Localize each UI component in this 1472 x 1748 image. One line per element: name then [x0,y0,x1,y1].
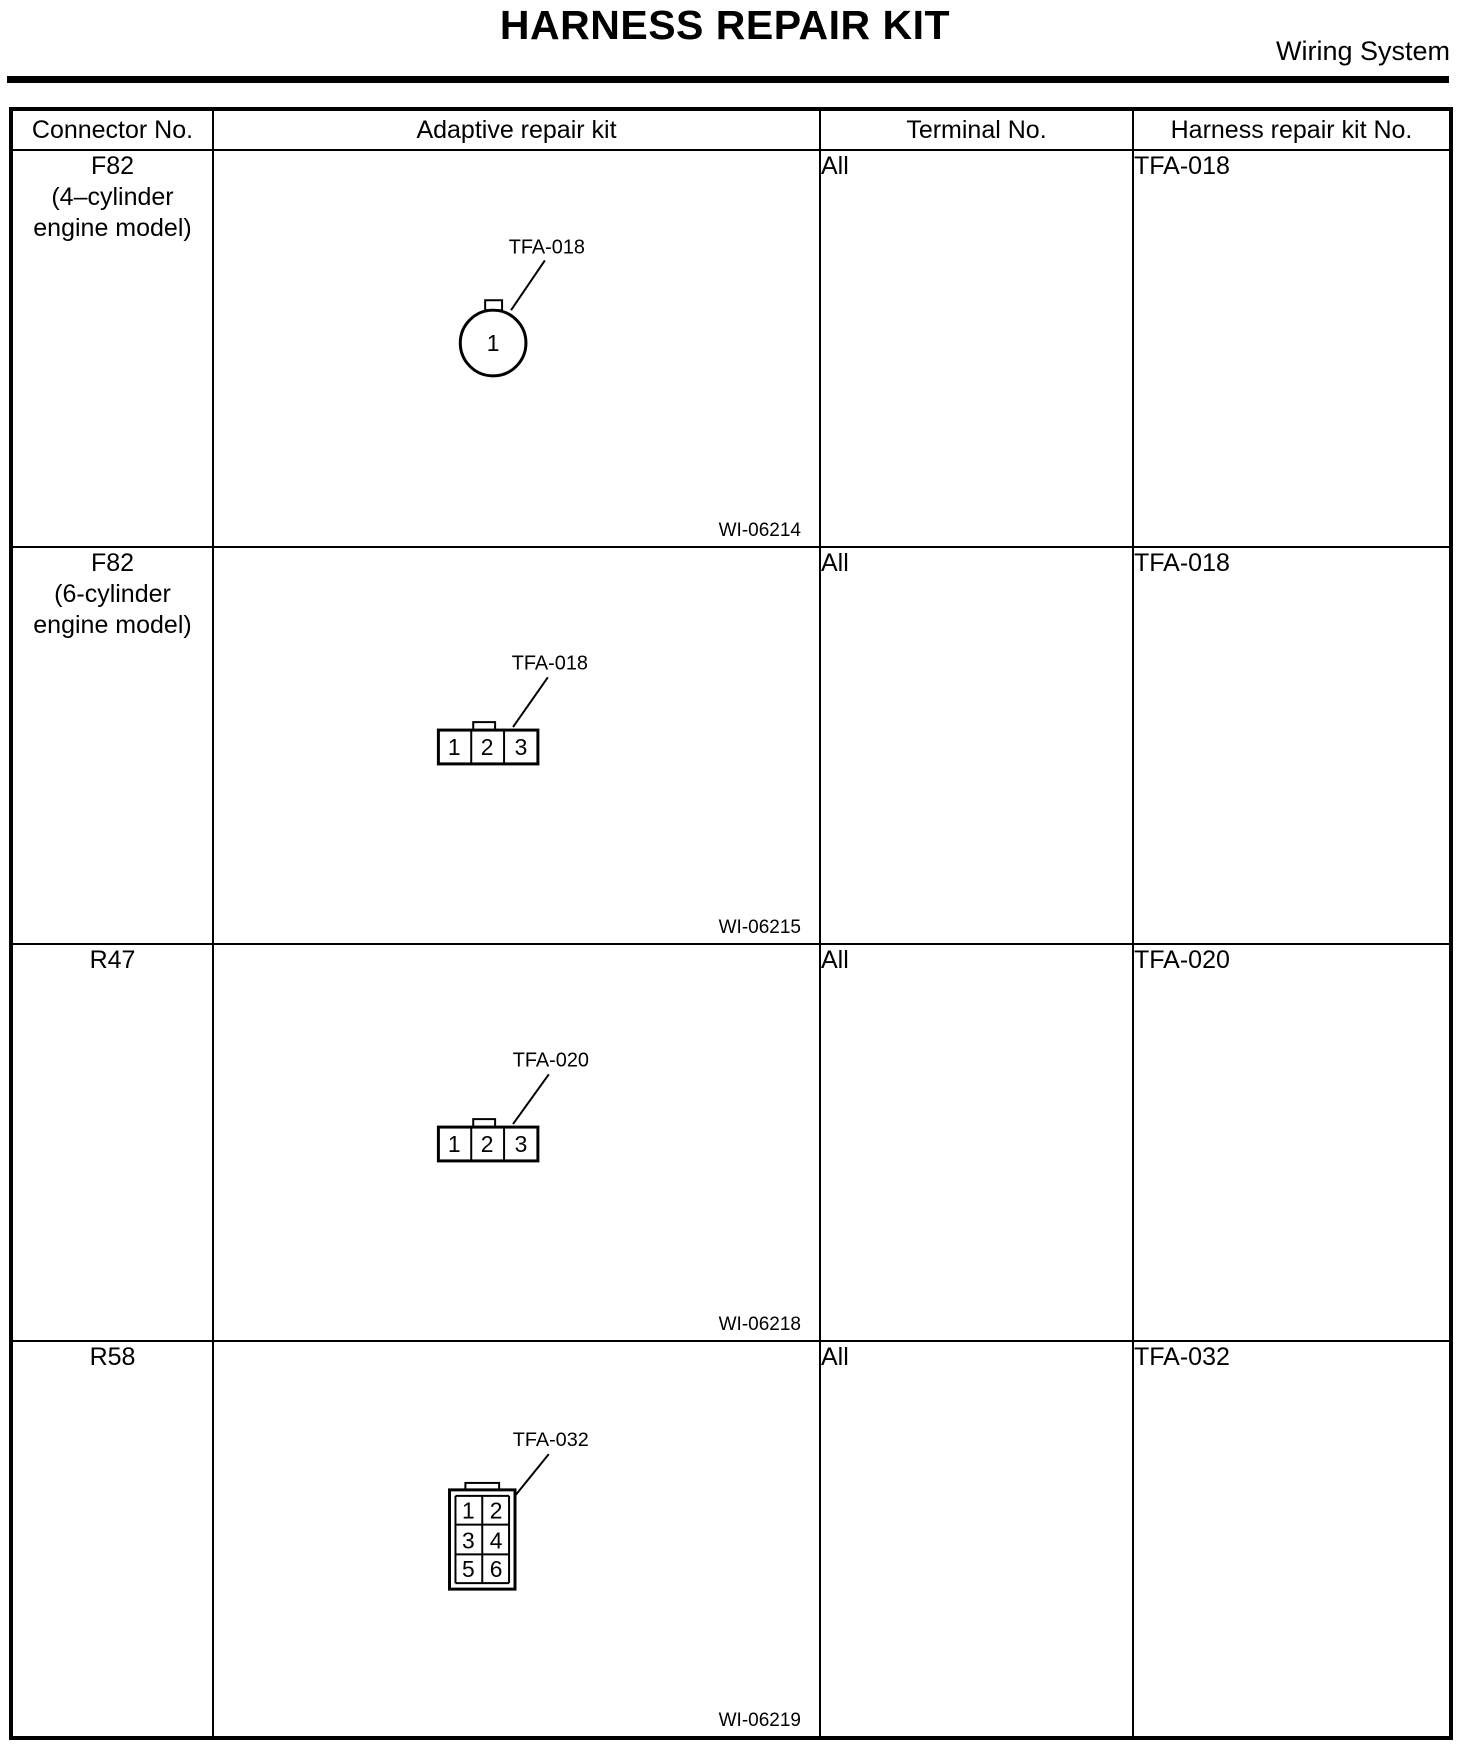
kit-label: TFA-020 [512,1049,589,1072]
leader-line [511,1454,549,1501]
connector-cell [11,547,213,944]
pin-label: 3 [514,1130,528,1157]
column-header-terminal: Terminal No. [820,109,1133,150]
section-label: Wiring System [1275,36,1450,66]
connector-cell [11,1341,213,1738]
connector-number: F82 [90,152,135,180]
connector-number: R58 [89,1343,136,1371]
leader-line [513,677,548,727]
connector-diagram-cell [213,944,820,1341]
table-row [11,1341,1451,1738]
connector-cell [11,944,213,1341]
pin-label: 1 [447,1130,461,1157]
three-pin-connector-diagram [214,945,819,1340]
pin-label: 6 [489,1556,503,1583]
kit-number-cell: TFA-018 [1133,150,1451,547]
table-row [11,944,1451,1341]
connector-diagram-cell [213,150,820,547]
connector-note: engine model) [33,611,192,639]
table-row [11,150,1451,547]
pin-label: 1 [447,733,461,760]
connector-diagram-cell [213,1341,820,1738]
table-header-row [11,109,1451,150]
connector-lock-tab [485,300,502,310]
pin-label: 1 [462,1497,475,1524]
round-connector-diagram [214,151,819,546]
pin-label: 1 [486,329,500,356]
connector-number: R47 [89,946,136,974]
column-header-kit-no: Harness repair kit No. [1133,109,1451,150]
figure-code: WI-06218 [718,1314,801,1335]
three-pin-connector-diagram [214,548,819,943]
pin-label: 2 [489,1497,503,1524]
kit-label: TFA-032 [512,1429,589,1452]
column-header-adaptive-kit: Adaptive repair kit [213,109,820,150]
terminal-cell: All [820,547,1133,944]
pin-label: 3 [514,733,528,760]
kit-number-cell: TFA-020 [1133,944,1451,1341]
connector-note: (6-cylinder [54,580,171,608]
connector-number: F82 [90,549,135,577]
kit-number-cell: TFA-032 [1133,1341,1451,1738]
pin-label: 3 [462,1527,475,1554]
terminal-cell: All [820,1341,1133,1738]
pin-label: 4 [489,1527,503,1554]
leader-line [511,260,545,310]
six-pin-connector-diagram [214,1342,819,1736]
connector-note: (4–cylinder [51,183,174,211]
kit-number-cell: TFA-018 [1133,547,1451,944]
figure-code: WI-06215 [718,917,801,938]
connector-note: engine model) [33,214,192,242]
figure-code: WI-06214 [718,520,801,541]
column-header-connector: Connector No. [11,109,213,150]
figure-code: WI-06219 [718,1710,801,1731]
header-rule [7,76,1449,83]
pin-label: 2 [480,1130,494,1157]
connector-diagram-cell [213,547,820,944]
connector-cell [11,150,213,547]
pin-label: 2 [480,733,494,760]
kit-label: TFA-018 [508,236,585,259]
leader-line [513,1074,549,1124]
terminal-cell: All [820,944,1133,1341]
repair-kit-table [9,107,1453,1740]
pin-label: 5 [462,1556,475,1583]
terminal-cell: All [820,150,1133,547]
page-title: HARNESS REPAIR KIT [499,2,951,48]
kit-label: TFA-018 [511,652,588,675]
table-row [11,547,1451,944]
